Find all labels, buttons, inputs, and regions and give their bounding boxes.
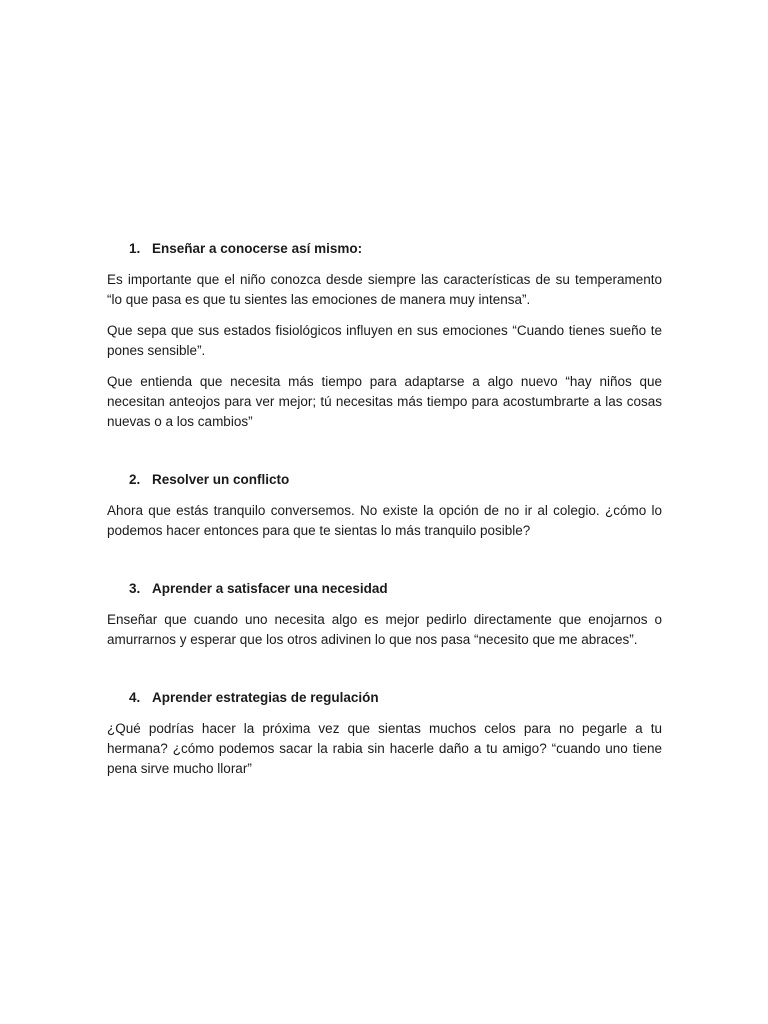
section-title: Enseñar a conocerse así mismo:: [152, 241, 363, 256]
section-heading: [107, 471, 662, 489]
section-number: 3.: [129, 581, 141, 596]
section-3: [107, 580, 662, 650]
paragraph: Que entienda que necesita más tiempo para adaptarse a algo nuevo “hay niños que necesitan anteojos para ver mejor; tú necesitas más tiempo para acostumbrarte a las cosas nuevas o a los cambios”: [107, 374, 662, 429]
paragraph: Enseñar que cuando uno necesita algo es mejor pedirlo directamente que enojarnos o amurrarnos y esperar que los otros adivinen lo que nos pasa “necesito que me abraces”.: [107, 612, 662, 647]
section-1: [107, 240, 662, 432]
paragraph: Que sepa que sus estados fisiológicos influyen en sus emociones “Cuando tienes sueño te pones sensible”.: [107, 323, 662, 358]
section-number: 1.: [129, 241, 141, 256]
section-heading: [107, 689, 662, 707]
paragraph: Es importante que el niño conozca desde siempre las características de su temperamento “lo que pasa es que tu sientes las emociones de manera muy intensa”.: [107, 272, 662, 307]
section-number: 4.: [129, 690, 141, 705]
section-4: [107, 689, 662, 779]
section-title: Aprender a satisfacer una necesidad: [152, 581, 388, 596]
document-page: [107, 240, 662, 790]
paragraph: ¿Qué podrías hacer la próxima vez que sientas muchos celos para no pegarle a tu hermana? ¿cómo podemos sacar la rabia sin hacerle daño a tu amigo? “cuando uno tiene pena sirve mucho llorar”: [107, 721, 662, 776]
section-heading: [107, 240, 662, 258]
paragraph: Ahora que estás tranquilo conversemos. No existe la opción de no ir al colegio. ¿cómo lo podemos hacer entonces para que te sientas lo más tranquilo posible?: [107, 503, 662, 538]
section-heading: [107, 580, 662, 598]
section-number: 2.: [129, 472, 141, 487]
section-title: Aprender estrategias de regulación: [152, 690, 379, 705]
section-title: Resolver un conflicto: [152, 472, 290, 487]
section-2: [107, 471, 662, 541]
